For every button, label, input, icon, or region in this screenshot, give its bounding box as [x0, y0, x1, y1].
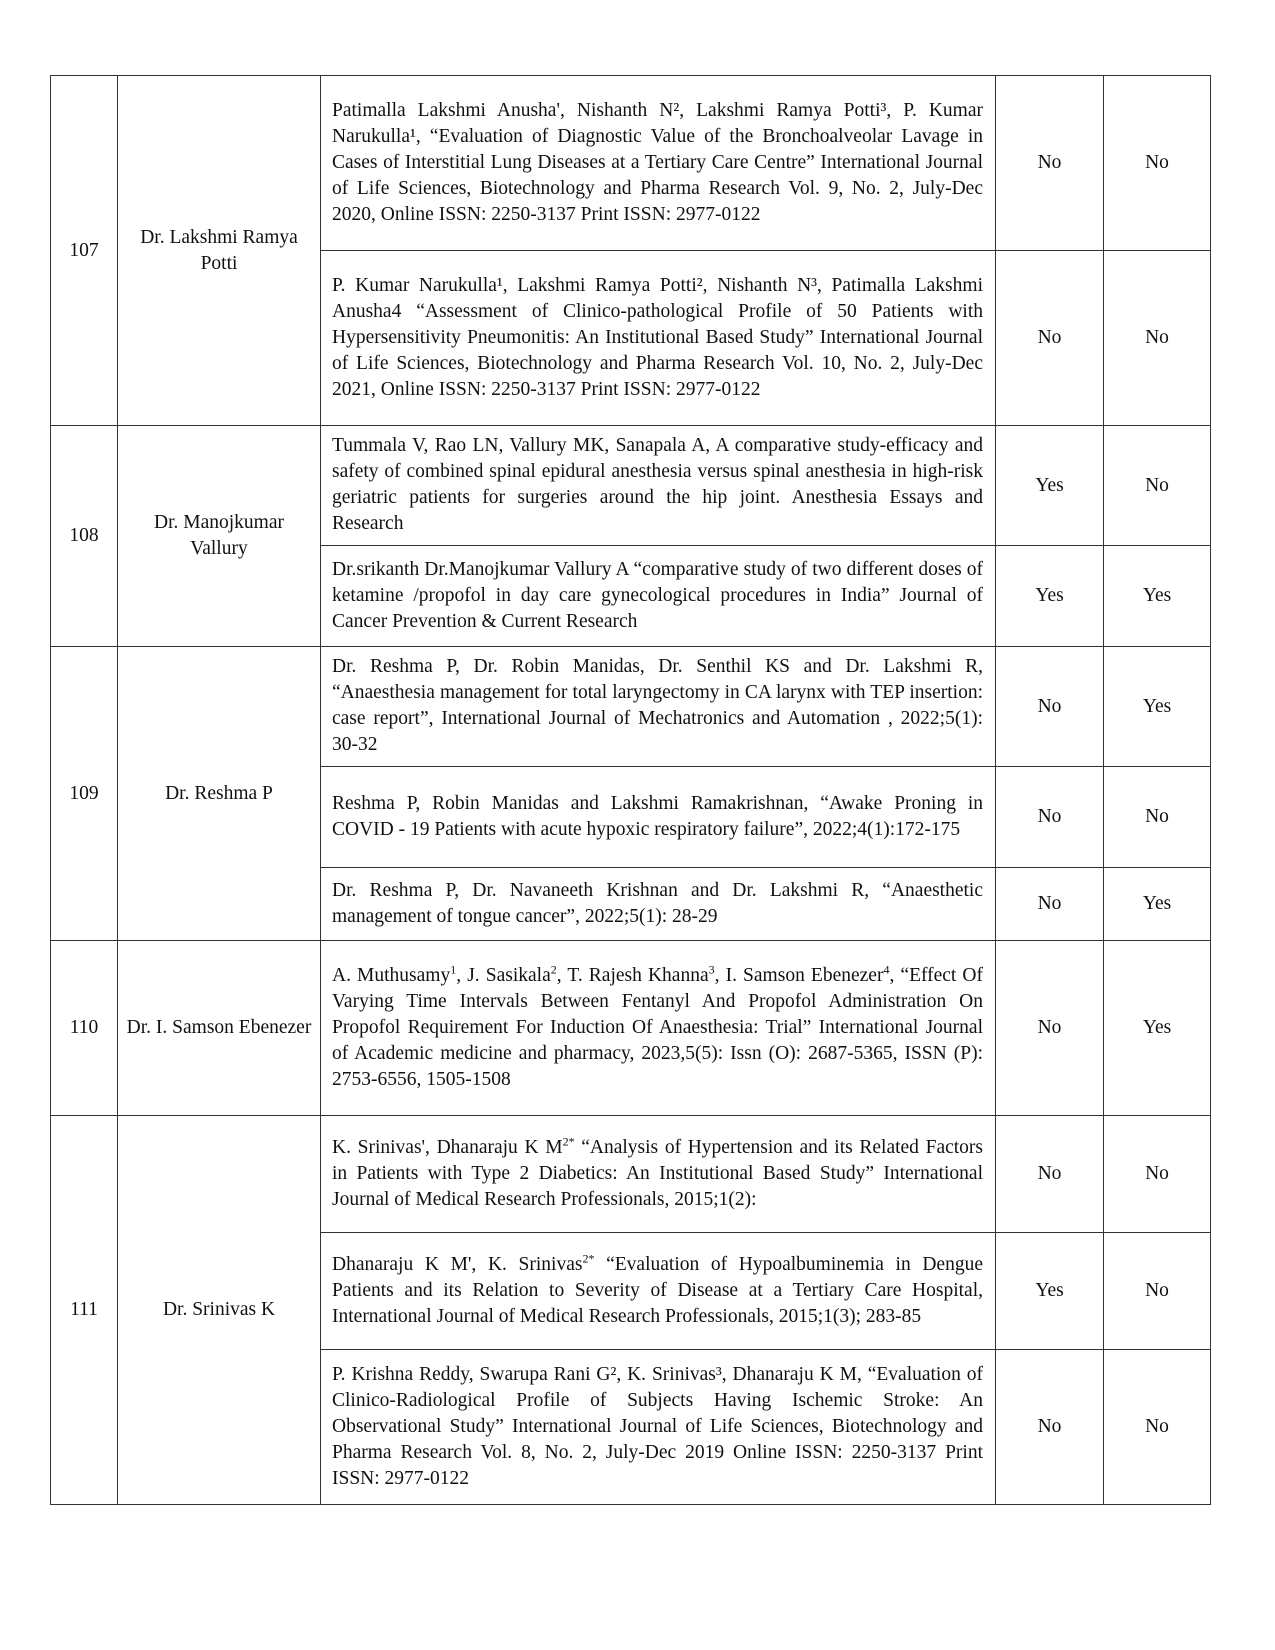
publication-citation: Patimalla Lakshmi Anusha', Nishanth N², Lakshmi Ramya Potti³, P. Kumar Narukulla¹, “Evaluation of Diagnostic Value of the Bronchoalveolar Lavage in Cases of Interstitial Lung Diseases at a Tertiary Care Centre” International Journal of Life Sciences, Biotechnology and Pharma Research Vol. 9, No. 2, July-Dec 2020, Online ISSN: 2250-3137 Print ISSN: 2977-0122	[321, 76, 996, 251]
publication-citation: Reshma P, Robin Manidas and Lakshmi Ramakrishnan, “Awake Proning in COVID - 19 Patients with acute hypoxic respiratory failure”, 2022;4(1):172-175	[321, 767, 996, 868]
serial-number: 109	[51, 647, 118, 941]
faculty-name: Dr. Manojkumar Vallury	[118, 426, 321, 647]
document-page	[50, 75, 1211, 1505]
indexing-status: No	[1104, 76, 1211, 251]
publication-citation: Dhanaraju K M', K. Srinivas$^{2*}$ “Evaluation of Hypoalbuminemia in Dengue Patients and its Relation to Severity of Disease at a Tertiary Care Hospital, International Journal of Medical Research Professionals, 2015;1(3); 283-85	[321, 1233, 996, 1350]
indexing-status: Yes	[1104, 868, 1211, 941]
indexed-status: No	[996, 647, 1104, 767]
publication-citation: P. Krishna Reddy, Swarupa Rani G², K. Srinivas³, Dhanaraju K M, “Evaluation of Clinico-Radiological Profile of Subjects Having Ischemic Stroke: An Observational Study” International Journal of Life Sciences, Biotechnology and Pharma Research Vol. 8, No. 2, July-Dec 2019 Online ISSN: 2250-3137 Print ISSN: 2977-0122	[321, 1350, 996, 1505]
table-row	[51, 941, 1211, 1116]
faculty-name: Dr. Reshma P	[118, 647, 321, 941]
publications-table	[50, 75, 1211, 1505]
indexed-status: No	[996, 1350, 1104, 1505]
serial-number: 111	[51, 1116, 118, 1505]
publication-citation: Dr.srikanth Dr.Manojkumar Vallury A “comparative study of two different doses of ketamine /propofol in day care gynecological procedures in India” Journal of Cancer Prevention & Current Research	[321, 546, 996, 647]
indexed-status: No	[996, 941, 1104, 1116]
indexing-status: No	[1104, 1233, 1211, 1350]
indexing-status: Yes	[1104, 941, 1211, 1116]
indexing-status: No	[1104, 251, 1211, 426]
faculty-name: Dr. I. Samson Ebenezer	[118, 941, 321, 1116]
publication-citation: Tummala V, Rao LN, Vallury MK, Sanapala A, A comparative study-efficacy and safety of combined spinal epidural anesthesia versus spinal anesthesia in high-risk geriatric patients for surgeries around the hip joint. Anesthesia Essays and Research	[321, 426, 996, 546]
table-row	[51, 76, 1211, 251]
indexing-status: Yes	[1104, 546, 1211, 647]
indexed-status: No	[996, 1116, 1104, 1233]
faculty-name: Dr. Srinivas K	[118, 1116, 321, 1505]
indexing-status: No	[1104, 1116, 1211, 1233]
serial-number: 110	[51, 941, 118, 1116]
publication-citation: P. Kumar Narukulla¹, Lakshmi Ramya Potti², Nishanth N³, Patimalla Lakshmi Anusha4 “Assessment of Clinico-pathological Profile of 50 Patients with Hypersensitivity Pneumonitis: An Institutional Based Study” International Journal of Life Sciences, Biotechnology and Pharma Research Vol. 10, No. 2, July-Dec 2021, Online ISSN: 2250-3137 Print ISSN: 2977-0122	[321, 251, 996, 426]
publication-citation: Dr. Reshma P, Dr. Robin Manidas, Dr. Senthil KS and Dr. Lakshmi R, “Anaesthesia management for total laryngectomy in CA larynx with TEP insertion: case report”, International Journal of Mechatronics and Automation , 2022;5(1): 30-32	[321, 647, 996, 767]
serial-number: 107	[51, 76, 118, 426]
indexing-status: No	[1104, 767, 1211, 868]
indexed-status: No	[996, 767, 1104, 868]
indexing-status: Yes	[1104, 647, 1211, 767]
indexed-status: No	[996, 868, 1104, 941]
publication-citation: Dr. Reshma P, Dr. Navaneeth Krishnan and Dr. Lakshmi R, “Anaesthetic management of tongue cancer”, 2022;5(1): 28-29	[321, 868, 996, 941]
indexing-status: No	[1104, 1350, 1211, 1505]
indexed-status: Yes	[996, 1233, 1104, 1350]
faculty-name: Dr. Lakshmi Ramya Potti	[118, 76, 321, 426]
indexed-status: No	[996, 251, 1104, 426]
table-row	[51, 1116, 1211, 1233]
serial-number: 108	[51, 426, 118, 647]
table-row	[51, 426, 1211, 546]
indexed-status: Yes	[996, 546, 1104, 647]
publication-citation: K. Srinivas', Dhanaraju K $M^{2*}$ “Analysis of Hypertension and its Related Factors in Patients with Type 2 Diabetics: An Institutional Based Study” International Journal of Medical Research Professionals, 2015;1(2):	[321, 1116, 996, 1233]
indexed-status: Yes	[996, 426, 1104, 546]
indexing-status: No	[1104, 426, 1211, 546]
indexed-status: No	[996, 76, 1104, 251]
table-row	[51, 647, 1211, 767]
publication-citation: A. Muthusamy$^1$, J. Sasikala$^2$, T. Rajesh Khanna$^3$, I. Samson Ebenezer$^4$, “Effect Of Varying Time Intervals Between Fentanyl And Propofol Administration On Propofol Requirement For Induction Of Anaesthesia: Trial” International Journal of Academic medicine and pharmacy, 2023,5(5): Issn (O): 2687-5365, ISSN (P): 2753-6556, 1505-1508	[321, 941, 996, 1116]
